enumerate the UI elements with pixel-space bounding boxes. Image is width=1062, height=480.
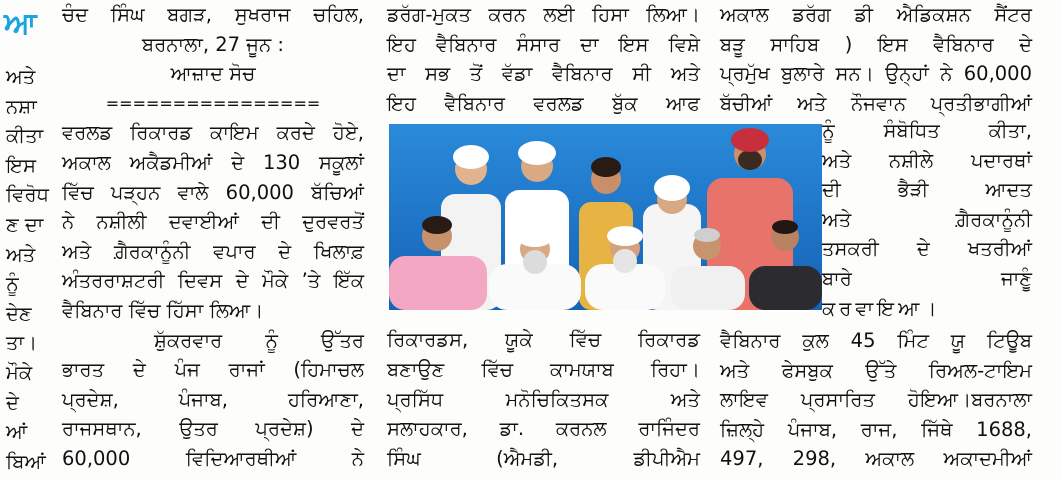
text-line: ਪ੍ਰਦੇਸ਼, ਪੰਜਾਬ, ਹਰਿਆਣਾ, <box>62 387 364 411</box>
text-line: ਅਤੇ ਨਸ਼ੀਲੇ ਪਦਾਰਥਾਂ <box>822 148 1032 172</box>
text-line: ਬੜੂ ਸਾਹਿਬ ) ਇਸ ਵੈਬਿਨਾਰ ਦੇ <box>720 32 1032 56</box>
text-line: ਬਣਾਉਣ ਵਿੱਚ ਕਾਮਯਾਬ ਰਿਹਾ। <box>387 357 700 381</box>
byline: ਚੰਦ ਸਿੰਘ ਬਗੜ, ਸੁਖਰਾਜ ਚਹਿਲ, <box>62 3 364 26</box>
text-line: ਨੂੰ ਸੰਬੋਧਿਤ ਕੀਤਾ, <box>822 119 1032 142</box>
text-line: ਇਹ ਵੈਬਿਨਾਰ ਵਰਲਡ ਬੁੱਕ ਆਫ <box>387 91 700 115</box>
text-line: ਆਂ <box>6 420 28 444</box>
text-line: ਬਾਰੇ ਜਾਣੂੰ <box>822 266 1032 290</box>
text-line: ਇਹ ਵੈਬਿਨਾਰ ਸੰਸਾਰ ਦਾ ਇਸ ਵਿਸ਼ੇ <box>387 32 700 56</box>
text-line: ਕੀਤਾ <box>6 124 44 148</box>
text-line: ਤਸਕਰੀ ਦੇ ਖਤਰੀਆਂ <box>822 237 1032 261</box>
text-line: ਅਕਾਲ ਅਕੈਡਮੀਆਂ ਦੇ 130 ਸਕੂਲਾਂ <box>62 150 364 174</box>
text-line: ਵਰਲਡ ਰਿਕਾਰਡ ਕਾਇਮ ਕਰਦੇ ਹੋਏ, <box>62 121 364 145</box>
column-article-start <box>62 0 364 474</box>
text-line: ਨੇ ਨਸ਼ੀਲੀ ਦਵਾਈਆਂ ਦੀ ਦੁਰਵਰਤੋਂ <box>62 210 364 234</box>
text-line: ਰਿਕਾਰਡਸ, ਯੂਕੇ ਵਿੱਚ ਰਿਕਾਰਡ <box>387 328 700 352</box>
text-line: ਰਾਜਸਥਾਨ, ਉਤਰ ਪ੍ਰਦੇਸ਼) ਦੇ <box>62 417 364 441</box>
text-line: ਣ ਦਾ <box>6 212 44 236</box>
text-line: ਅਤੇ <box>6 65 36 88</box>
text-line: ਕਰਵਾਇਆ। <box>822 296 941 320</box>
text-line: ਭਾਰਤ ਦੇ ਪੰਜ ਰਾਜਾਂ (ਹਿਮਾਚਲ <box>62 358 364 382</box>
text-line: ਦੇਣ <box>6 301 32 325</box>
text-line: ਵਿਰੋਧ <box>6 183 49 207</box>
text-line: ਤਾ। <box>6 331 38 355</box>
text-line: ਨਸ਼ਾ <box>6 94 37 118</box>
text-line: ਅੰਤਰਰਾਸ਼ਟਰੀ ਦਿਵਸ ਦੇ ਮੌਕੇ ’ਤੇ ਇੱਕ <box>62 269 364 293</box>
group-photo <box>389 124 822 310</box>
text-line: ਵੈਬਿਨਾਰ ਕੁਲ 45 ਮਿੰਟ ਯੂ ਟਿਊਬ <box>720 329 1032 352</box>
text-line: ਵਿੱਚ ਪੜ੍ਹਨ ਵਾਲੇ 60,000 ਬੱਚਿਆਂ <box>62 180 364 204</box>
divider: ================ <box>105 93 321 113</box>
text-line: 497, 298, ਅਕਾਲ ਅਕਾਦਮੀਆਂ <box>720 447 1032 471</box>
text-line: ਸ਼ੁੱਕਰਵਾਰ ਨੂੰ ਉੱਤਰ <box>154 328 364 352</box>
text-line: ਬਿਆਂ <box>6 449 46 473</box>
text-line: ਅਤੇ ਫੇਸਬੁਕ ਉੱਤੇ ਰਿਅਲ-ਟਾਇਮ <box>720 358 1032 382</box>
text-line: ਪ੍ਰਮੁੱਖ ਬੁਲਾਰੇ ਸਨ। ਉਨ੍ਹਾਂ ਨੇ 60,000 <box>720 62 1032 86</box>
text-line: ਅਤੇ ਗ਼ੈਰਕਾਨੂੰਨੀ ਵਪਾਰ ਦੇ ਖਿਲਾਫ਼ <box>62 239 364 263</box>
column-right <box>720 0 1032 118</box>
source-credit: ਆਜ਼ਾਦ ਸੋਚ <box>170 62 256 86</box>
text-line: ਅਤੇ <box>6 242 36 266</box>
text-line: ਅਤੇ ਗ਼ੈਰਕਾਨੂੰਨੀ <box>822 207 1032 231</box>
text-line: ਸਲਾਹਕਾਰ, ਡਾ. ਕਰਨਲ ਰਾਜਿੰਦਰ <box>387 417 700 441</box>
dateline: ਬਰਨਾਲਾ, 27 ਜੂਨ : <box>142 32 284 56</box>
text-line: ਪ੍ਰਸਿੱਧ ਮਨੋਚਿਕਿਤਸਕ ਅਤੇ <box>387 387 700 411</box>
text-line: 60,000 ਵਿਦਿਆਰਥੀਆਂ ਨੇ <box>62 446 364 470</box>
text-line: ਨੂੰ <box>6 272 19 296</box>
group-photo-illustration <box>389 124 822 310</box>
masthead-fragment: ਆ <box>4 6 37 41</box>
text-line: ਦੀ ਭੈੜੀ ਆਦਤ <box>822 178 1032 202</box>
text-line: ਦੇ <box>6 390 19 414</box>
column-right-bottom <box>720 326 1032 474</box>
text-line: ਦਾ ਸਭ ਤੋਂ ਵੱਡਾ ਵੈਬਿਨਾਰ ਸੀ ਅਤੇ <box>387 62 700 86</box>
text-beside-photo <box>822 116 1032 323</box>
text-line: ਸਿੰਘ (ਐਮਡੀ, ਡੀਪੀਐਮ <box>387 446 700 470</box>
text-line: ਡਰੱਗ-ਮੁਕਤ ਕਰਨ ਲਈ ਹਿਸਾ ਲਿਆ। <box>387 3 700 26</box>
text-line: ਬੱਚੀਆਂ ਅਤੇ ਨੌਜਵਾਨ ਪ੍ਰਤੀਭਾਗੀਆਂ <box>720 91 1032 115</box>
text-line: ਮੌਕੇ <box>6 360 33 384</box>
text-line: ਵੈਬਿਨਾਰ ਵਿੱਚ ਹਿੱਸਾ ਲਿਆ। <box>62 298 264 322</box>
text-line: ਅਕਾਲ ਡਰੱਗ ਡੀ ਐਡਿਕਸ਼ਨ ਸੈਂਟਰ <box>720 3 1032 26</box>
text-line: ਇਸ <box>6 153 36 177</box>
text-line: ਲਾਇਵ ਪ੍ਰਸਾਰਿਤ ਹੋਇਆ।ਬਰਨਾਲਾ <box>720 388 1032 412</box>
text-line: ਜ਼ਿਲ੍ਹੇ ਪੰਜਾਬ, ਰਾਜ, ਜਿੱਥੇ 1688, <box>720 417 1032 441</box>
